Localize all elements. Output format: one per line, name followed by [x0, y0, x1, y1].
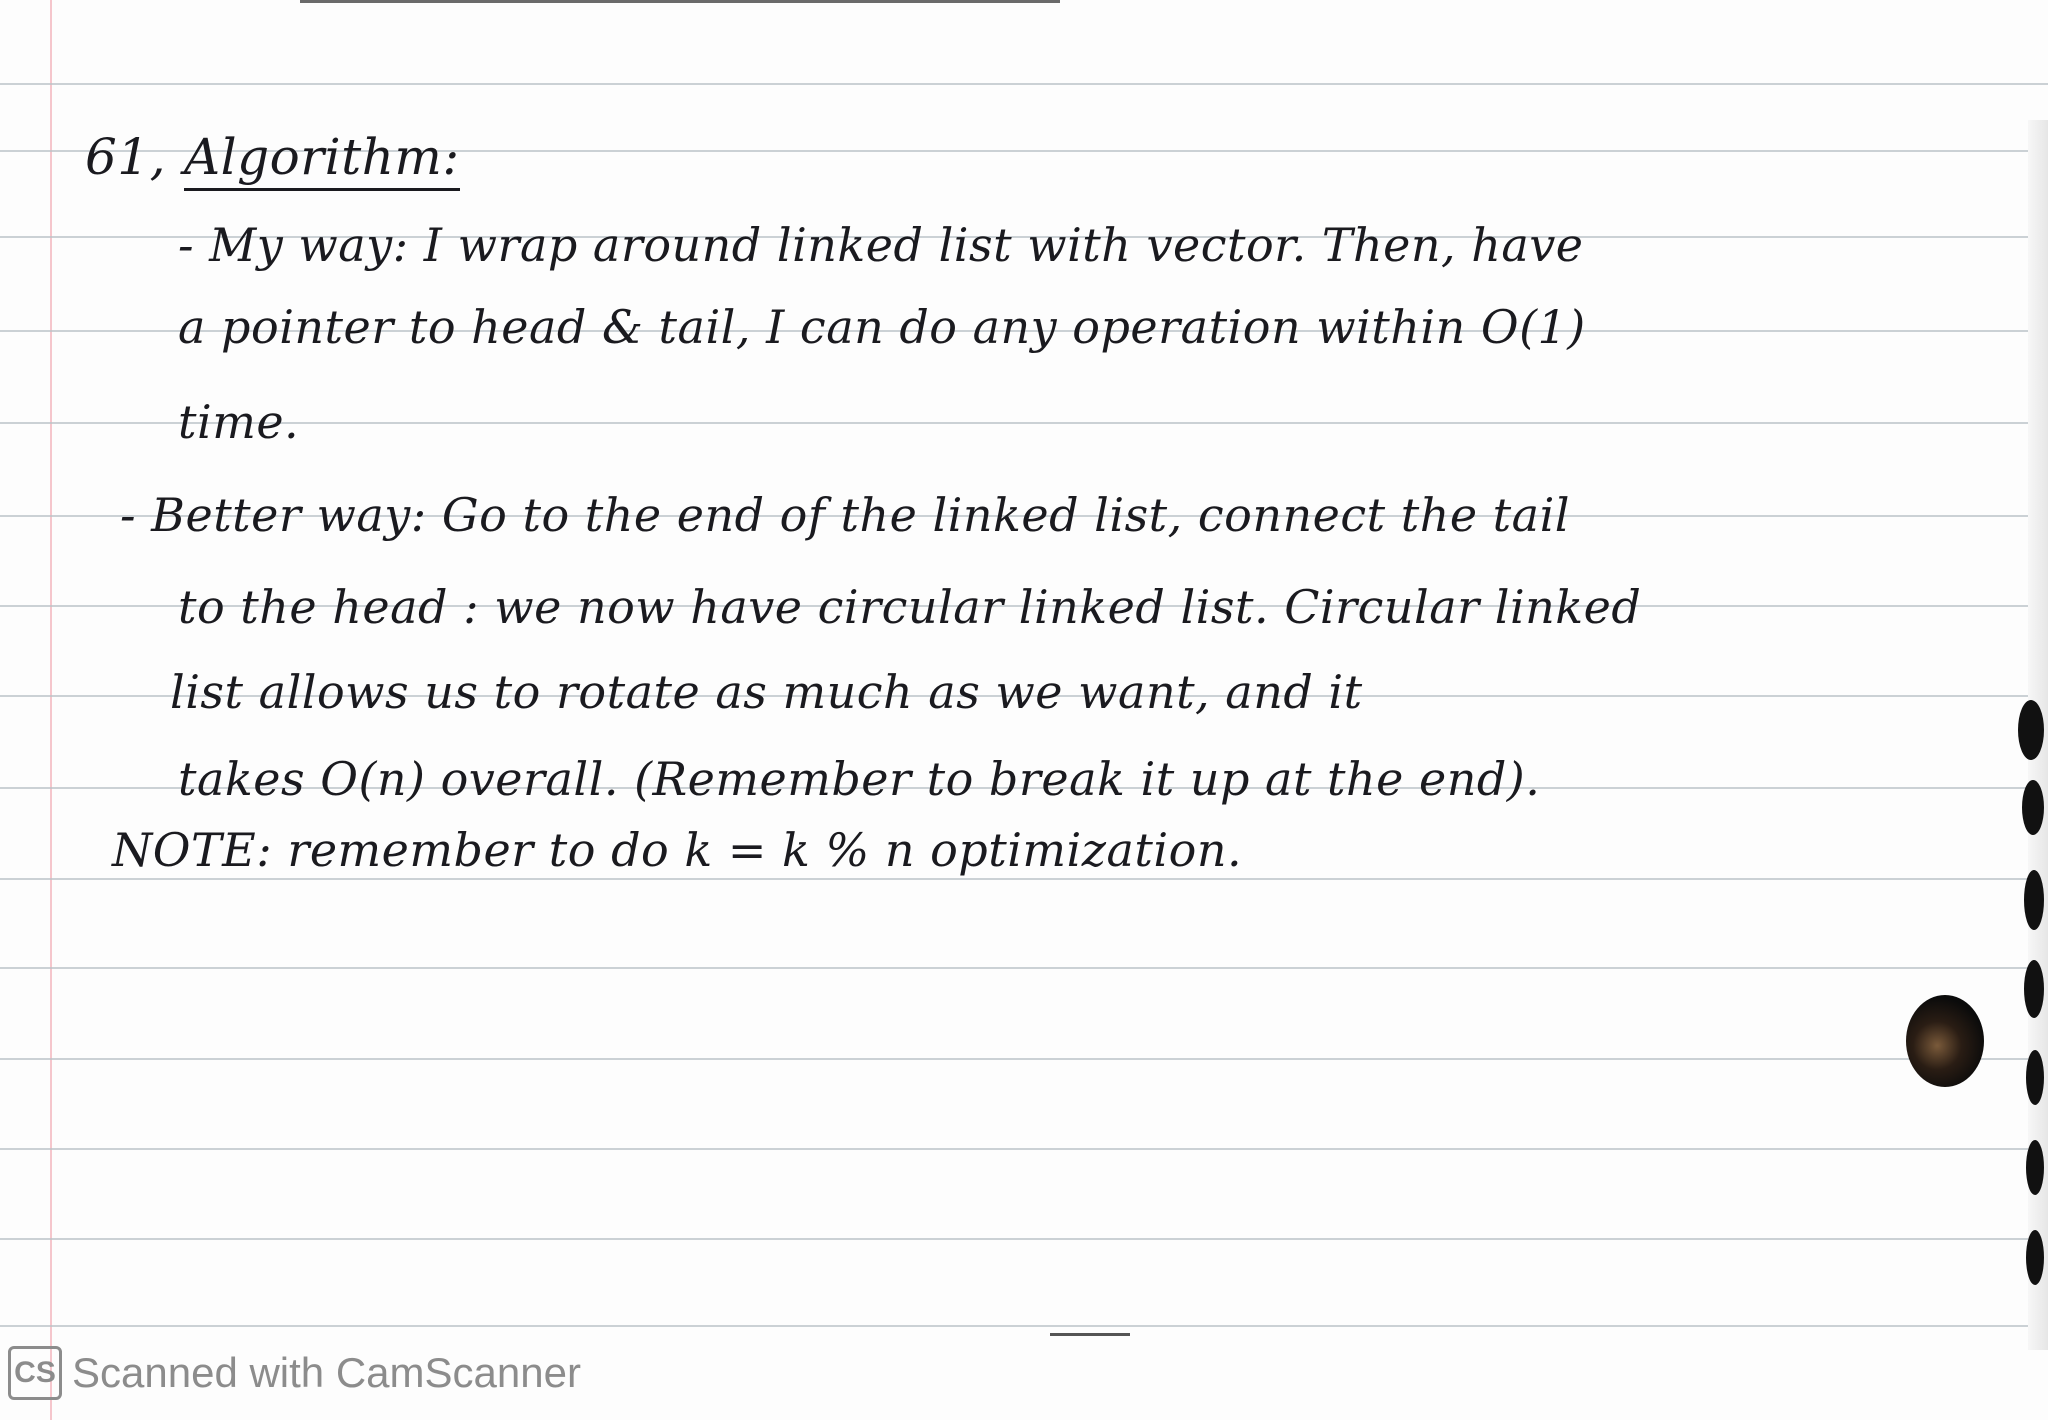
- note-title: [85, 128, 460, 186]
- camscanner-logo-icon: CS: [8, 1346, 62, 1400]
- note-line-3: time.: [178, 395, 300, 449]
- ruled-line: [0, 422, 2048, 424]
- binder-hole: [2026, 1230, 2044, 1285]
- problem-number: 61,: [85, 128, 167, 186]
- note-line-7: takes O(n) overall. (Remember to break it up at the end).: [178, 752, 1541, 806]
- camscanner-watermark: [8, 1346, 581, 1400]
- margin-line: [50, 0, 52, 1420]
- pencil-mark: [1050, 1333, 1130, 1336]
- ruled-line: [0, 1058, 2048, 1060]
- binder-hole: [2018, 700, 2044, 760]
- note-line-5: to the head : we now have circular linked list. Circular linked: [178, 580, 1642, 634]
- page-top-edge-line: [300, 0, 1060, 3]
- binder-hole: [2024, 960, 2044, 1018]
- note-line-1: - My way: I wrap around linked list with vector. Then, have: [178, 218, 1584, 272]
- binder-hole-punched: [1906, 995, 1984, 1087]
- watermark-text: Scanned with CamScanner: [72, 1349, 581, 1396]
- ruled-line: [0, 1238, 2048, 1240]
- binder-hole: [2024, 870, 2044, 930]
- ruled-line: [0, 967, 2048, 969]
- note-line-4: - Better way: Go to the end of the linked list, connect the tail: [120, 488, 1571, 542]
- ruled-line: [0, 1148, 2048, 1150]
- binder-hole: [2022, 780, 2044, 835]
- ruled-line: [0, 878, 2048, 880]
- ruled-line: [0, 1325, 2048, 1327]
- binder-hole: [2026, 1140, 2044, 1195]
- note-line-6: list allows us to rotate as much as we want, and it: [170, 665, 1363, 719]
- note-line-2: a pointer to head & tail, I can do any operation within O(1): [178, 300, 1586, 354]
- note-line-8: NOTE: remember to do k = k % n optimization.: [112, 823, 1243, 877]
- binder-hole: [2026, 1050, 2044, 1105]
- ruled-line: [0, 83, 2048, 85]
- title-heading: Algorithm:: [184, 128, 460, 191]
